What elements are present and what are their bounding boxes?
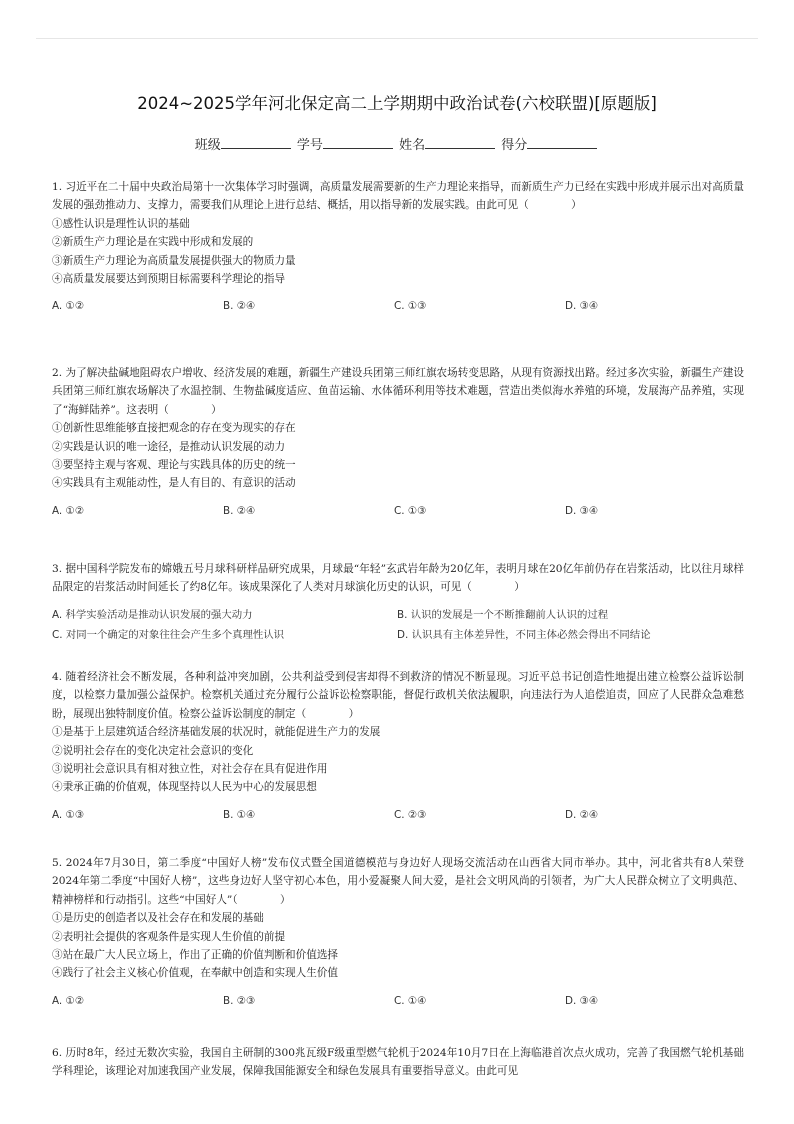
choice-a[interactable]: A. ①② bbox=[52, 504, 85, 517]
question-1 bbox=[52, 178, 744, 316]
question-stem: 1. 习近平在二十届中央政治局第十一次集体学习时强调，高质量发展需要新的生产力理论来指导，而新质生产力已经在实践中形成并展示出对高质量发展的强劲推动力、支撑力，需要我们从理论上进行总结、概括，用以指导新的发展实践。由此可见（ ） bbox=[52, 181, 744, 212]
statement-option: ④践行了社会主义核心价值观，在奉献中创造和实现人生价值 bbox=[52, 967, 339, 980]
question-stem: 2. 为了解决盐碱地阻碍农户增收、经济发展的难题，新疆生产建设兵团第三师红旗农场转变思路，从现有资源找出路。经过多次实验，新疆生产建设兵团第三师红旗农场解决了水温控制、生物盐碱度适应、鱼苗运输、水体循环利用等技术难题，营造出类似海水养殖的环境，发展海产品养殖，实现了“海鲜陆养”。这表明（ ） bbox=[52, 367, 744, 416]
student-info-line bbox=[0, 134, 794, 153]
statement-option: ③站在最广大人民立场上，作出了正确的价值判断和价值选择 bbox=[52, 949, 339, 962]
choice-a[interactable]: A. 科学实验活动是推动认识发展的强大动力 bbox=[52, 608, 253, 621]
choice-c[interactable]: C. 对同一个确定的对象往往会产生多个真理性认识 bbox=[52, 629, 285, 642]
statement-option: ④实践具有主观能动性，是人有目的、有意识的活动 bbox=[52, 477, 296, 490]
statement-option: ②实践是认识的唯一途径，是推动认识发展的动力 bbox=[52, 440, 286, 453]
answer-choices bbox=[52, 297, 744, 315]
statement-option: ③要坚持主观与客观、理论与实践具体的历史的统一 bbox=[52, 459, 296, 472]
statement-option: ②说明社会存在的变化决定社会意识的变化 bbox=[52, 744, 254, 757]
question-4 bbox=[52, 668, 744, 824]
statement-option: ④高质量发展要达到预期目标需要科学理论的指导 bbox=[52, 273, 286, 286]
choice-d[interactable]: D. ③④ bbox=[565, 300, 599, 313]
choice-c[interactable]: C. ①③ bbox=[394, 300, 427, 313]
statement-option: ②表明社会提供的客观条件是实现人生价值的前提 bbox=[52, 930, 286, 943]
statement-option: ①感性认识是理性认识的基础 bbox=[52, 217, 190, 230]
question-stem: 3. 据中国科学院发布的嫦娥五号月球科研样品研究成果，月球最“年轻”玄武岩年龄为20亿年，表明月球在20亿年前仍存在岩浆活动，比以往月球样品限定的岩浆活动时间延长了约8亿年。该成果深化了人类对月球演化历史的认识，可见（ ） bbox=[52, 563, 744, 594]
header-rule bbox=[36, 38, 758, 39]
info-field-score[interactable]: 得分 bbox=[501, 134, 599, 153]
choice-a[interactable]: A. ①② bbox=[52, 300, 85, 313]
choice-d[interactable]: D. ②④ bbox=[565, 808, 599, 821]
choice-d[interactable]: D. 认识具有主体差异性，不同主体必然会得出不同结论 bbox=[397, 629, 651, 642]
question-stem: 5. 2024年7月30日，第二季度“中国好人榜”发布仪式暨全国道德模范与身边好人现场交流活动在山西省大同市举办。其中，河北省共有8人荣登2024年第二季度“中国好人榜”，这些身边好人坚守初心本色，用小爱凝聚人间大爱，是社会文明风尚的引领者，为广大人民群众树立了文明典范、精神榜样和行动指引。这些“中国好人”（ ） bbox=[52, 857, 744, 906]
choice-b[interactable]: B. 认识的发展是一个不断推翻前人认识的过程 bbox=[397, 608, 609, 621]
choice-c[interactable]: C. ②③ bbox=[394, 808, 427, 821]
choice-c[interactable]: C. ①④ bbox=[394, 994, 427, 1007]
choice-b[interactable]: B. ①④ bbox=[223, 808, 256, 821]
answer-choices bbox=[52, 992, 744, 1010]
choice-b[interactable]: B. ②③ bbox=[223, 994, 256, 1007]
choice-a[interactable]: A. ①③ bbox=[52, 808, 85, 821]
statement-option: ②新质生产力理论是在实践中形成和发展的 bbox=[52, 236, 254, 249]
info-field-name[interactable]: 姓名 bbox=[399, 134, 497, 153]
question-2 bbox=[52, 364, 744, 520]
statement-option: ③新质生产力理论为高质量发展提供强大的物质力量 bbox=[52, 254, 296, 267]
choice-d[interactable]: D. ③④ bbox=[565, 994, 599, 1007]
info-field-class[interactable]: 班级 bbox=[195, 134, 293, 153]
statement-option: ①是基于上层建筑适合经济基础发展的状况时，就能促进生产力的发展 bbox=[52, 726, 381, 739]
choice-d[interactable]: D. ③④ bbox=[565, 504, 599, 517]
question-stem: 4. 随着经济社会不断发展，各种利益冲突加剧，公共利益受到侵害却得不到救济的情况不断显现。习近平总书记创造性地提出建立检察公益诉讼制度，以检察力量加强公益保护。检察机关通过充分履行公益诉讼检察职能，督促行政机关依法履职，向违法行为人追偿追责，回应了人民群众急难愁盼，展现出独特制度价值。检察公益诉讼制度的制定（ ） bbox=[52, 671, 744, 720]
statement-option: ④秉承正确的价值观，体现坚持以人民为中心的发展思想 bbox=[52, 781, 317, 794]
statement-option: ①是历史的创造者以及社会存在和发展的基础 bbox=[52, 912, 264, 925]
question-6 bbox=[52, 1044, 744, 1081]
choice-a[interactable]: A. ①② bbox=[52, 994, 85, 1007]
info-field-student-id[interactable]: 学号 bbox=[297, 134, 395, 153]
statement-option: ③说明社会意识具有相对独立性，对社会存在具有促进作用 bbox=[52, 763, 328, 776]
choice-c[interactable]: C. ①③ bbox=[394, 504, 427, 517]
answer-choices bbox=[52, 606, 744, 645]
statement-option: ①创新性思维能够直接把观念的存在变为现实的存在 bbox=[52, 422, 296, 435]
question-stem: 6. 历时8年，经过无数次实验，我国自主研制的300兆瓦级F级重型燃气轮机于2024年10月7日在上海临港首次点火成功，完善了我国燃气轮机基础学科理论，该理论对加速我国产业发展，保障我国能源安全和绿色发展具有重要指导意义。由此可见 bbox=[52, 1047, 744, 1078]
choice-b[interactable]: B. ②④ bbox=[223, 504, 256, 517]
answer-choices bbox=[52, 502, 744, 520]
question-3 bbox=[52, 560, 744, 645]
document-title: 2024~2025学年河北保定高二上学期期中政治试卷(六校联盟)[原题版] bbox=[137, 94, 657, 113]
choice-b[interactable]: B. ②④ bbox=[223, 300, 256, 313]
answer-choices bbox=[52, 806, 744, 824]
question-5 bbox=[52, 854, 744, 1010]
